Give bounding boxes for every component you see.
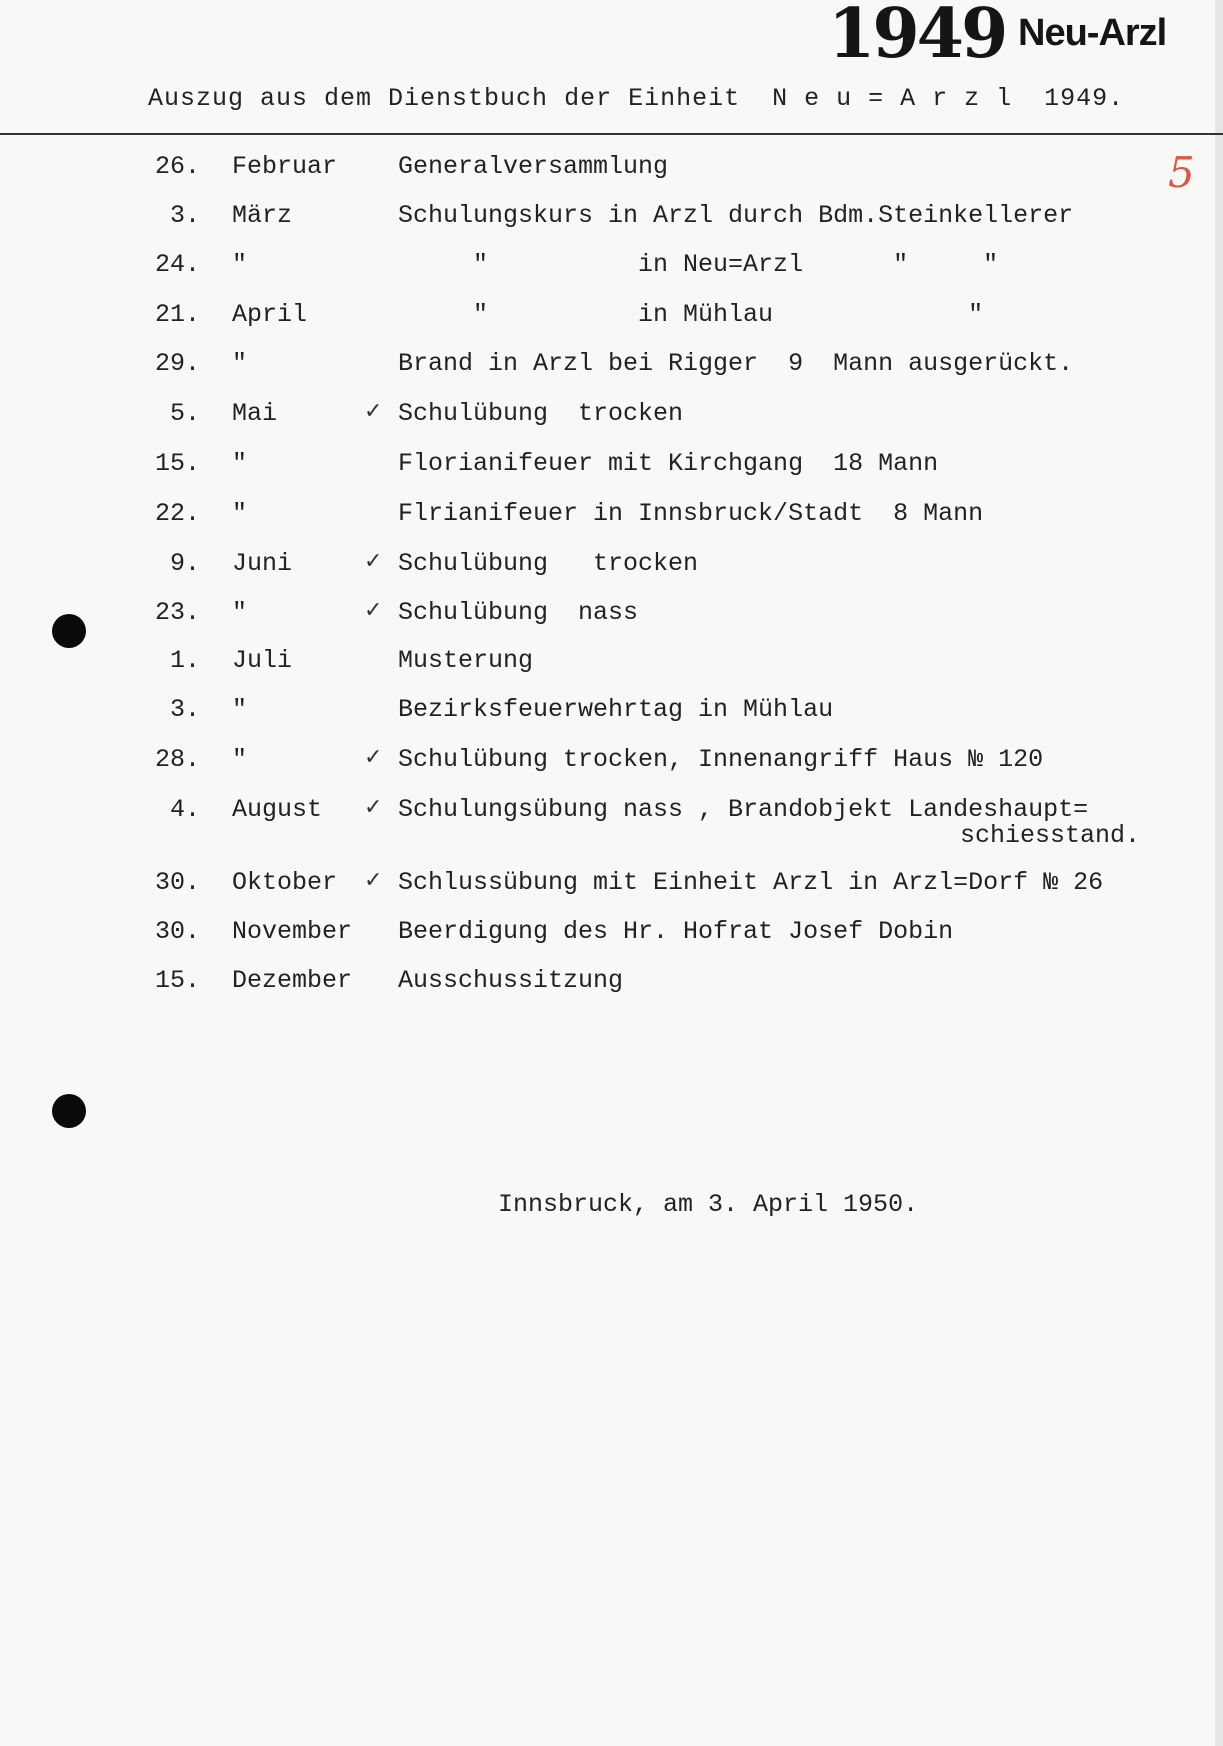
entry-month: Juni xyxy=(232,549,293,578)
entry-month: " xyxy=(232,745,248,774)
entry-month: " xyxy=(232,250,248,279)
entry-text: Brand in Arzl bei Rigger 9 Mann ausgerückt. xyxy=(398,349,1074,378)
entry-text: Schulungskurs in Arzl durch Bdm.Steinkellerer xyxy=(398,201,1074,230)
entry-month: Februar xyxy=(232,152,338,181)
entry-text-continued: schiesstand. xyxy=(960,821,1141,850)
entry-day: 30. xyxy=(154,917,200,946)
place-and-date: Innsbruck, am 3. April 1950. xyxy=(498,1190,919,1219)
entry-text: Schulübung nass xyxy=(398,598,639,627)
entry-day: 21. xyxy=(154,300,200,329)
entry-day: 5. xyxy=(169,399,200,428)
entry-text: Schulungsübung nass , Brandobjekt Landeshaupt= xyxy=(398,795,1089,824)
entry-text: Schulübung trocken xyxy=(398,549,699,578)
entry-text: Schulübung trocken xyxy=(398,399,684,428)
entry-month: Dezember xyxy=(232,966,353,995)
entry-text: Schulübung trocken, Innenangriff Haus № 120 xyxy=(398,745,1044,774)
entry-text: Generalversammlung xyxy=(398,152,669,181)
document-title: Auszug aus dem Dienstbuch der Einheit N e u = A r z l 1949. xyxy=(148,84,1125,113)
entry-month: " xyxy=(232,695,248,724)
entry-month: August xyxy=(232,795,323,824)
entry-month: März xyxy=(232,201,293,230)
header-divider xyxy=(0,133,1223,135)
entry-month: April xyxy=(232,300,308,329)
check-mark-icon: ✓ xyxy=(364,399,383,424)
entry-text: Florianifeuer mit Kirchgang 18 Mann xyxy=(398,449,939,478)
entry-day: 24. xyxy=(154,250,200,279)
entry-text: " in Neu=Arzl " " xyxy=(398,250,999,279)
entry-day: 29. xyxy=(154,349,200,378)
check-mark-icon: ✓ xyxy=(364,868,383,893)
punch-hole xyxy=(52,1094,86,1128)
check-mark-icon: ✓ xyxy=(364,598,383,623)
entry-text: Bezirksfeuerwehrtag in Mühlau xyxy=(398,695,834,724)
unit-stamp: Neu-Arzl xyxy=(1018,12,1167,54)
entry-month: " xyxy=(232,349,248,378)
entry-day: 9. xyxy=(169,549,200,578)
year-stamp: 1949 xyxy=(828,0,1006,74)
entry-text: Schlussübung mit Einheit Arzl in Arzl=Dorf № 26 xyxy=(398,868,1104,897)
check-mark-icon: ✓ xyxy=(364,795,383,820)
entry-day: 15. xyxy=(154,966,200,995)
entry-day: 15. xyxy=(154,449,200,478)
entry-month: Mai xyxy=(232,399,278,428)
entry-day: 1. xyxy=(169,646,200,675)
entry-text: " in Mühlau " xyxy=(398,300,984,329)
entry-text: Flrianifeuer in Innsbruck/Stadt 8 Mann xyxy=(398,499,984,528)
entry-day: 30. xyxy=(154,868,200,897)
entry-day: 26. xyxy=(154,152,200,181)
check-mark-icon: ✓ xyxy=(364,745,383,770)
entry-month: November xyxy=(232,917,353,946)
entry-month: " xyxy=(232,449,248,478)
entry-text: Beerdigung des Hr. Hofrat Josef Dobin xyxy=(398,917,954,946)
entry-month: " xyxy=(232,499,248,528)
entry-day: 4. xyxy=(169,795,200,824)
entry-day: 22. xyxy=(154,499,200,528)
entry-day: 28. xyxy=(154,745,200,774)
entry-text: Ausschussitzung xyxy=(398,966,624,995)
entry-text: Musterung xyxy=(398,646,534,675)
entry-day: 3. xyxy=(169,695,200,724)
entry-day: 3. xyxy=(169,201,200,230)
entry-month: " xyxy=(232,598,248,627)
paper-edge xyxy=(1215,0,1223,1746)
punch-hole xyxy=(52,614,86,648)
entry-month: Oktober xyxy=(232,868,338,897)
entry-day: 23. xyxy=(154,598,200,627)
check-mark-icon: ✓ xyxy=(364,549,383,574)
entry-month: Juli xyxy=(232,646,293,675)
handwritten-page-number: 5 xyxy=(1168,148,1195,197)
